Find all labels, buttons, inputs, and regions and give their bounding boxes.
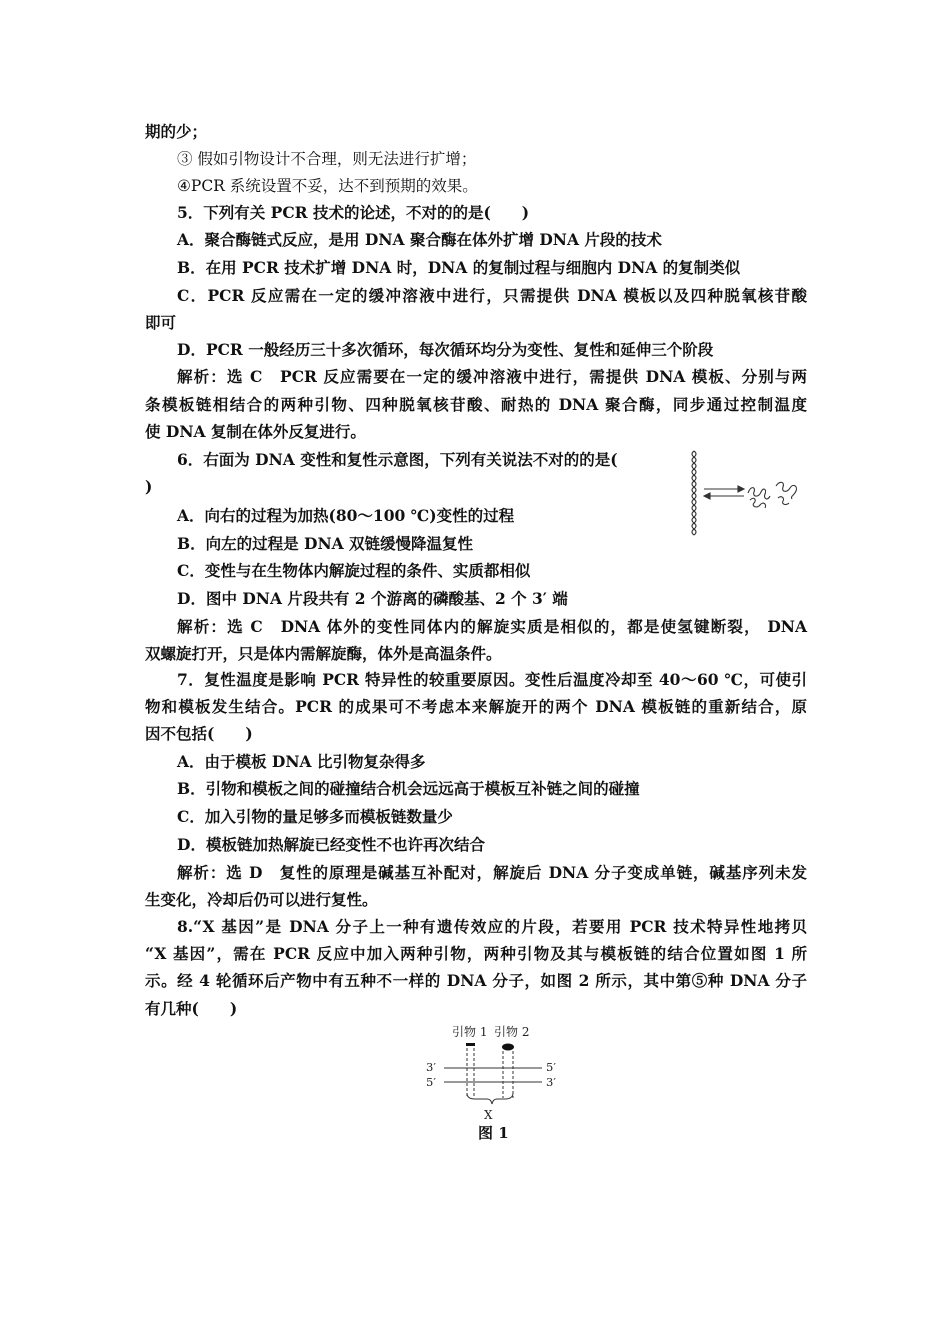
option-6d: D．图中 DNA 片段共有 2 个游离的磷酸基、2 个 3′ 端 xyxy=(177,589,568,608)
question-8: 8.“X 基因”是 DNA 分子上一种有遗传效应的片段，若要用 PCR 技术特异性地拷贝 xyxy=(177,917,807,936)
option-7c: C．加入引物的量足够多而模板链数量少 xyxy=(177,807,453,826)
primer-1-label: 引物 1 xyxy=(452,1025,488,1039)
primer-2-label: 引物 2 xyxy=(494,1025,530,1039)
text-line: ③ 假如引物设计不合理，则无法进行扩增； xyxy=(177,150,477,168)
question-6: 6．右面为 DNA 变性和复性示意图，下列有关说法不对的的是( xyxy=(177,450,618,469)
option-7d: D．模板链加热解旋已经变性不也许再次结合 xyxy=(177,835,485,854)
figure-1-caption: 图 1 xyxy=(478,1124,509,1142)
answer-6: 解析：选 C DNA 体外的变性同体内的解旋实质是相似的，都是使氢键断裂， DNA xyxy=(177,617,807,636)
dna-denaturation-diagram xyxy=(686,448,810,538)
text-line: 期的少； xyxy=(145,122,208,141)
option-7a: A．由于模板 DNA 比引物复杂得多 xyxy=(177,752,426,771)
question-8-cont: 有几种( ) xyxy=(145,999,238,1018)
text-line: ④PCR 系统设置不妥，达不到预期的效果。 xyxy=(177,177,478,195)
strand-bottom-left-end: 5′ xyxy=(426,1075,436,1089)
option-6b: B．向左的过程是 DNA 双链缓慢降温复性 xyxy=(177,534,474,553)
answer-7: 解析：选 D 复性的原理是碱基互补配对，解旋后 DNA 分子变成单链，碱基序列未发 xyxy=(177,863,807,882)
option-6a: A．向右的过程为加热(80～100 ℃)变性的过程 xyxy=(177,506,515,525)
option-5c-cont: 即可 xyxy=(145,313,177,332)
answer-5-cont: 条模板链相结合的两种引物、四种脱氧核苷酸、耐热的 DNA 聚合酶，同步通过控制温度 xyxy=(145,395,807,414)
strand-top-left-end: 3′ xyxy=(426,1060,436,1074)
question-8-cont: 示。经 4 轮循环后产物中有五种不一样的 DNA 分子，如图 2 所示，其中第⑤种 DNA 分子 xyxy=(145,971,807,990)
option-5c: C．PCR 反应需在一定的缓冲溶液中进行，只需提供 DNA 模板以及四种脱氧核苷酸 xyxy=(177,286,807,305)
question-7: 7．复性温度是影响 PCR 特异性的较重要原因。变性后温度冷却至 40～60 ℃，可使引 xyxy=(177,670,807,689)
strand-bottom-right-end: 3′ xyxy=(546,1075,556,1089)
option-5d: D．PCR 一般经历三十多次循环，每次循环均分为变性、复性和延伸三个阶段 xyxy=(177,340,714,359)
answer-7-cont: 生变化，冷却后仍可以进行复性。 xyxy=(145,890,378,909)
question-7-cont: 物和模板发生结合。PCR 的成果可不考虑本来解旋开的两个 DNA 模板链的重新结合，原 xyxy=(145,697,807,716)
question-6-cont: ) xyxy=(145,477,153,496)
single-strands-icon xyxy=(748,482,796,508)
double-helix-icon xyxy=(692,451,696,535)
primer-1-mark xyxy=(466,1043,475,1046)
option-6c: C．变性与在生物体内解旋过程的条件、实质都相似 xyxy=(177,561,531,580)
option-5b: B．在用 PCR 技术扩增 DNA 时，DNA 的复制过程与细胞内 DNA 的复制类似 xyxy=(177,258,741,277)
answer-6-cont: 双螺旋打开，只是体内需解旋酶，体外是高温条件。 xyxy=(145,644,502,663)
question-7-cont: 因不包括( ) xyxy=(145,724,253,743)
answer-5: 解析：选 C PCR 反应需要在一定的缓冲溶液中进行，需提供 DNA 模板、分别与两 xyxy=(177,367,807,386)
arrows-icon xyxy=(704,486,744,499)
primer-2-mark xyxy=(502,1044,514,1051)
answer-5-cont: 使 DNA 复制在体外反复进行。 xyxy=(145,422,366,441)
option-7b: B．引物和模板之间的碰撞结合机会远远高于模板互补链之间的碰撞 xyxy=(177,779,640,798)
question-5: 5．下列有关 PCR 技术的论述，不对的的是( ) xyxy=(177,203,530,222)
figure-1-primer-diagram xyxy=(418,1022,568,1144)
option-5a: A．聚合酶链式反应，是用 DNA 聚合酶在体外扩增 DNA 片段的技术 xyxy=(177,230,662,249)
strand-top-right-end: 5′ xyxy=(546,1060,556,1074)
x-gene-label: X xyxy=(484,1108,493,1122)
question-8-cont: “X 基因”，需在 PCR 反应中加入两种引物，两种引物及其与模板链的结合位置如图 1 所 xyxy=(145,944,807,963)
